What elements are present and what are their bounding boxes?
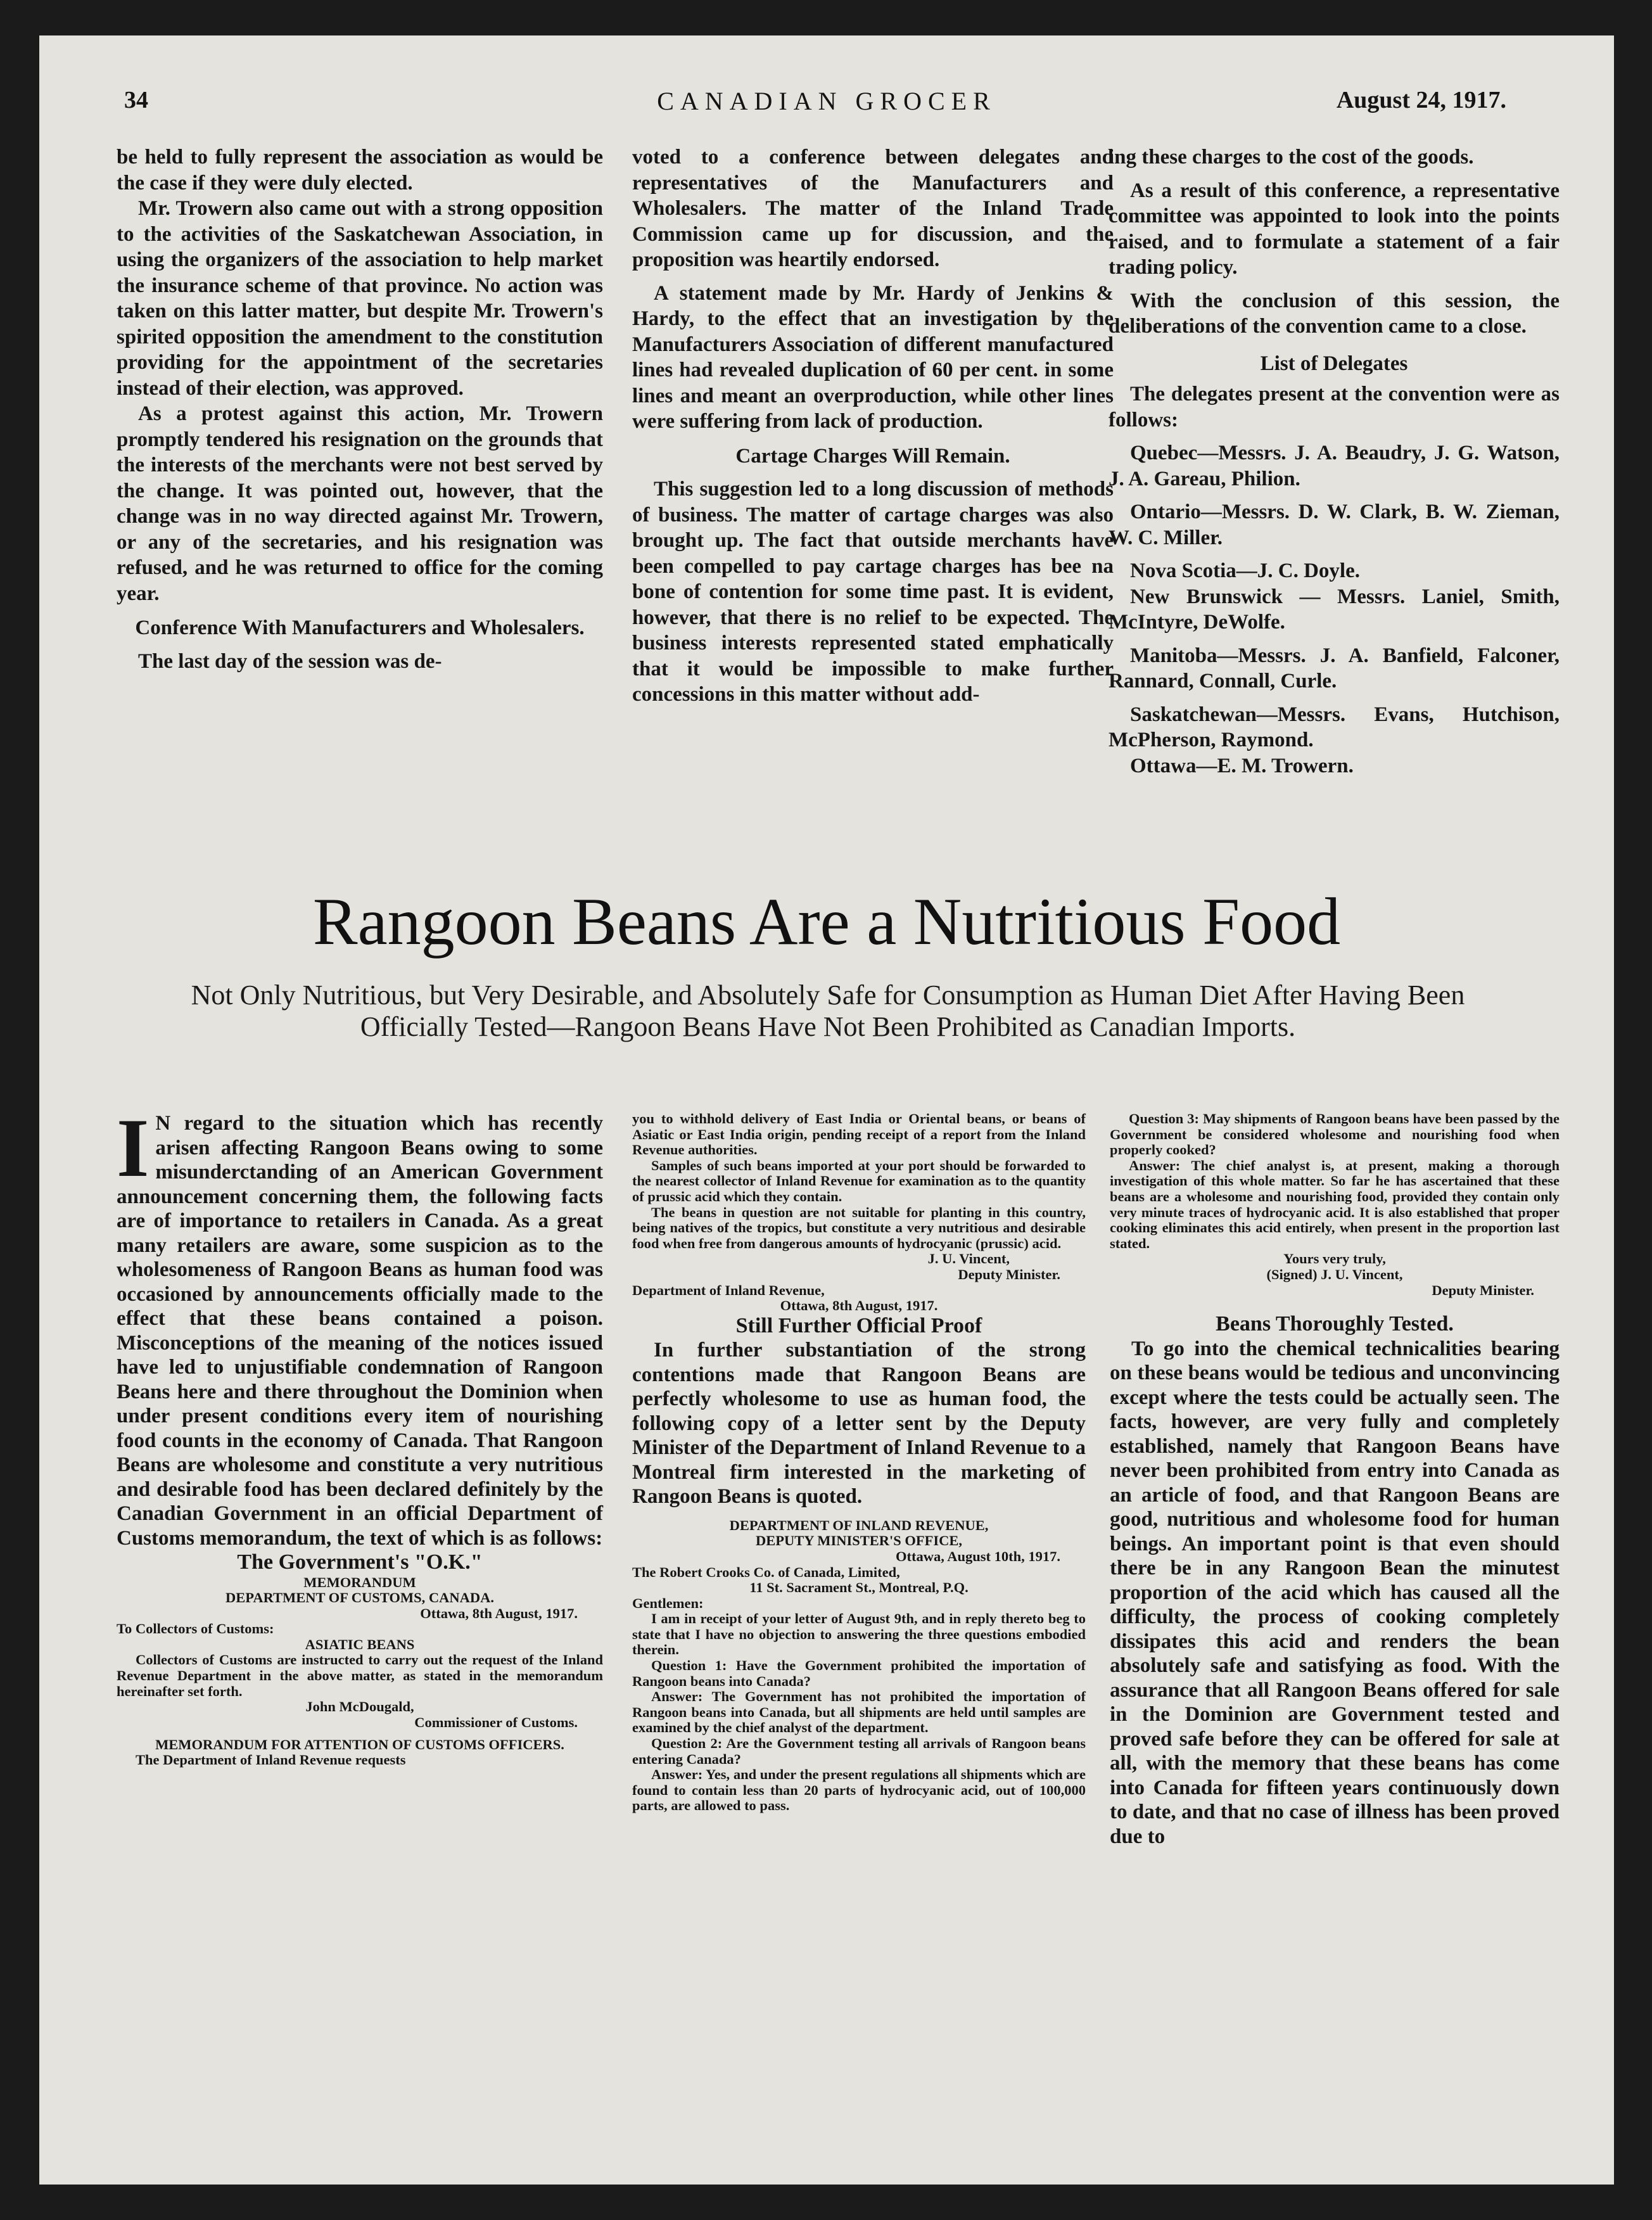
subheading: Conference With Manufacturers and Wholesalers. [135, 616, 585, 639]
article-column-2 [632, 1111, 1086, 1814]
memo-subject: ASIATIC BEANS [305, 1636, 415, 1652]
memo-signer-title: Deputy Minister. [958, 1266, 1060, 1282]
article-column-3 [1110, 1111, 1560, 1849]
issue-date: August 24, 1917. [1336, 87, 1506, 113]
page-number: 34 [124, 87, 148, 113]
letter-paragraph: Question 3: May shipments of Rangoon beans have been passed by the Government be considered wholesome and nourishing food when properly cooked? [1110, 1111, 1560, 1158]
letter-signer-title: Deputy Minister. [1432, 1282, 1534, 1298]
delegate-entry: Ontario—Messrs. D. W. Clark, B. W. Zieman, W. C. Miller. [1109, 501, 1560, 549]
letter-address: 11 St. Sacrament St., Montreal, P.Q. [749, 1579, 969, 1596]
subheading: List of Delegates [1260, 352, 1408, 375]
letter-addressee: The Robert Crooks Co. of Canada, Limited, [632, 1564, 900, 1580]
memo-heading: MEMORANDUM FOR ATTENTION OF CUSTOMS OFFICERS. [155, 1737, 564, 1753]
paragraph: A statement made by Mr. Hardy of Jenkins & Hardy, to the effect that an investigation by the Manufacturers Association of different manufactured lines had revealed duplication of 60 per cent. in some lines and meant an overproduction, while other lines were suffering from lack of production. [632, 281, 1114, 433]
letter-paragraph: Question 1: Have the Government prohibited the importation of Rangoon beans into Canada? [632, 1657, 1086, 1689]
memo-body: Collectors of Customs are instructed to carry out the request of the Inland Revenue Department in the above matter, as stated in the memorandum hereinafter set forth. [117, 1652, 603, 1699]
minister-letter [632, 1518, 1086, 1814]
memo-title: MEMORANDUM [303, 1574, 416, 1590]
minister-letter-continued [1110, 1111, 1560, 1298]
letter-date: Ottawa, August 10th, 1917. [895, 1548, 1060, 1564]
memo-date: Ottawa, 8th August, 1917. [420, 1605, 578, 1621]
delegate-entry: Ottawa—E. M. Trowern. [1130, 754, 1354, 777]
letter-salutation: Gentlemen: [632, 1595, 704, 1611]
newspaper-page [39, 35, 1614, 2185]
letter-paragraph: Answer: The chief analyst is, at present, making a thorough investigation of this whole matter. So far he has ascertained that these beans are a wholesome and nourishing food, provided they contain only very minute traces of hydrocyanic acid. It is also established that proper cooking eliminates this acid entirely, when present in the proportion last stated. [1110, 1157, 1560, 1251]
customs-memorandum [117, 1575, 603, 1769]
letter-paragraph: Answer: Yes, and under the present regulations all shipments which are found to contain less than 20 parts of hydrocyanic acid, out of 100,000 parts, are allowed to pass. [632, 1766, 1086, 1814]
memo-signer-title: Commissioner of Customs. [414, 1714, 578, 1730]
paragraph: As a protest against this action, Mr. Trowern promptly tendered his resignation on the grounds that the interests of the merchants were not best served by the change. It was pointed out, however, that the change was in no way directed against Mr. Trowern, or any of the secretaries, and his resignation was refused, and he was returned to office for the coming year. [117, 402, 603, 605]
memo-body: The Department of Inland Revenue requests [136, 1752, 406, 1768]
publication-title: CANADIAN GROCER [657, 87, 996, 115]
prev-article-column-2 [632, 144, 1114, 708]
letter-paragraph: I am in receipt of your letter of August 9th, and in reply thereto beg to state that I have no objection to answering the three questions embodied therein. [632, 1611, 1086, 1658]
paragraph: be held to fully represent the association as would be the case if they were duly elected. [117, 146, 603, 195]
memo-recipient: To Collectors of Customs: [117, 1621, 274, 1637]
memo-signer: J. U. Vincent, [927, 1251, 1010, 1267]
delegate-entry: Manitoba—Messrs. J. A. Banfield, Falconer, Rannard, Connall, Curle. [1109, 644, 1560, 692]
paragraph: voted to a conference between delegates and representatives of the Manufacturers and Wholesalers. The matter of the Inland Trade Commission came up for discussion, and the proposition was heartily endorsed. [632, 146, 1114, 271]
article-headline: Rangoon Beans Are a Nutritious Food [312, 884, 1341, 959]
lead-paragraph: N regard to the situation which has recently arisen affecting Rangoon Beans owing to some misunderctanding of an American Government announcement concerning them, the following facts are of importance to retailers in Canada. As a great many retailers are aware, some suspicion as to the wholesomeness of Rangoon Beans as human food was occasioned by announcements officially made to the effect that these beans contained a poison. Misconceptions of the meaning of the notices issued have led to unjustifiable condemnation of Rangoon Beans here and there throughout the Dominion when under present conditions every item of nourishing food counts in the economy of Canada. That Rangoon Beans are wholesome and constitute a very nutritious and desirable food has been declared definitely by the Canadian Government in an official Department of Customs memorandum, the text of which is as follows: [117, 1112, 603, 1550]
prev-article-column-3 [1109, 144, 1560, 779]
delegate-entry: New Brunswick — Messrs. Laniel, Smith, McIntyre, DeWolfe. [1109, 585, 1560, 634]
memo-paragraph: The beans in question are not suitable for planting in this country, being natives of the tropics, but constitute a very nutritious and desirable food when free from dangerous amounts of hydrocyanic (prussic) acid. [632, 1204, 1086, 1251]
subheading: Cartage Charges Will Remain. [735, 444, 1010, 468]
drop-cap: I [117, 1101, 149, 1194]
memo-paragraph: you to withhold delivery of East India or Oriental beans, or beans of Asiatic or East India origin, pending receipt of a report from the Inland Revenue authorities. [632, 1111, 1086, 1158]
article-column-1 [117, 1101, 603, 1768]
article-deck: Not Only Nutritious, but Very Desirable, and Absolutely Safe for Consumption as Human Diet After Having Been Officially Tested—Rangoon Beans Have Not Been Prohibited as Canadian Imports. [191, 979, 1465, 1042]
letter-signature: (Signed) J. U. Vincent, [1266, 1266, 1403, 1282]
letter-heading: DEPUTY MINISTER'S OFFICE, [755, 1533, 963, 1549]
subheading: The Government's "O.K." [237, 1550, 483, 1574]
paragraph: As a result of this conference, a representative committee was appointed to look into the points raised, and to formulate a statement of a fair trading policy. [1109, 179, 1560, 279]
paragraph: The last day of the session was de- [138, 649, 442, 673]
memo-date: Ottawa, 8th August, 1917. [780, 1298, 938, 1314]
delegate-entry: Quebec—Messrs. J. A. Beaudry, J. G. Watson, J. A. Gareau, Philion. [1109, 442, 1560, 490]
subheading: Beans Thoroughly Tested. [1216, 1312, 1454, 1336]
paragraph: Mr. Trowern also came out with a strong opposition to the activities of the Saskatchewan Association, in using the organizers of the association to help market the insurance scheme of that province. No action was taken on this latter matter, but despite Mr. Trowern's spirited opposition the amendment to the constitution providing for the appointment of the secretaries instead of their election, was approved. [117, 197, 603, 400]
delegate-entry: Saskatchewan—Messrs. Evans, Hutchison, McPherson, Raymond. [1109, 703, 1560, 751]
inland-revenue-memo [632, 1111, 1086, 1314]
paragraph: ing these charges to the cost of the goods. [1109, 146, 1474, 169]
letter-paragraph: Answer: The Government has not prohibited the importation of Rangoon beans into Canada, but all shipments are held until samples are examined by the chief analyst of the department. [632, 1688, 1086, 1736]
letter-closing: Yours very truly, [1283, 1251, 1386, 1267]
paragraph: To go into the chemical technicalities bearing on these beans would be tedious and unconvincing except where the tests could be actually seen. The facts, however, are very fully and completely established, namely that Rangoon Beans have never been prohibited from entry into Canada as an article of food, and that Rangoon Beans are good, nutritious and wholesome food for human beings. An important point is that even should there be in any Rangoon Bean the minutest proportion of the acid which has caused all the difficulty, the process of cooking completely dissipates this acid and renders the bean absolutely safe and satisfying as food. With the assurance that all Rangoon Beans offered for sale in the Dominion are Government tested and proved safe before they can be offered for sale at all, with the memory that these beans has come into Canada for fifteen years continuously down to date, and that no case of illness has been proved due to [1110, 1337, 1560, 1848]
letter-heading: DEPARTMENT OF INLAND REVENUE, [729, 1517, 989, 1533]
paragraph: With the conclusion of this session, the deliberations of the convention came to a close. [1109, 289, 1560, 338]
memo-signer: John McDougald, [305, 1699, 414, 1715]
letter-paragraph: Question 2: Are the Government testing all arrivals of Rangoon beans entering Canada? [632, 1735, 1086, 1767]
subheading: Still Further Official Proof [735, 1313, 982, 1337]
prev-article-column-1 [117, 144, 603, 674]
memo-paragraph: Samples of such beans imported at your port should be forwarded to the nearest collector of Inland Revenue for examination as to the quantity of prussic acid which they contain. [632, 1157, 1086, 1204]
delegate-entry: Nova Scotia—J. C. Doyle. [1130, 559, 1360, 582]
paragraph: This suggestion led to a long discussion of methods of business. The matter of cartage charges was also brought up. The fact that outside merchants have been compelled to pay cartage charges has bee na bone of contention for some time past. It is evident, however, that there is no relief to be expected. The business interests represented stated emphatically that it would be impossible to make further concessions in this matter without add- [632, 478, 1114, 706]
memo-department: DEPARTMENT OF CUSTOMS, CANADA. [225, 1590, 495, 1606]
memo-department: Department of Inland Revenue, [632, 1282, 825, 1298]
paragraph: In further substantiation of the strong contentions made that Rangoon Beans are perfectly wholesome to use as human food, the following copy of a letter sent by the Deputy Minister of the Department of Inland Revenue to a Montreal firm interested in the marketing of Rangoon Beans is quoted. [632, 1339, 1086, 1509]
paragraph: The delegates present at the convention were as follows: [1109, 383, 1560, 431]
